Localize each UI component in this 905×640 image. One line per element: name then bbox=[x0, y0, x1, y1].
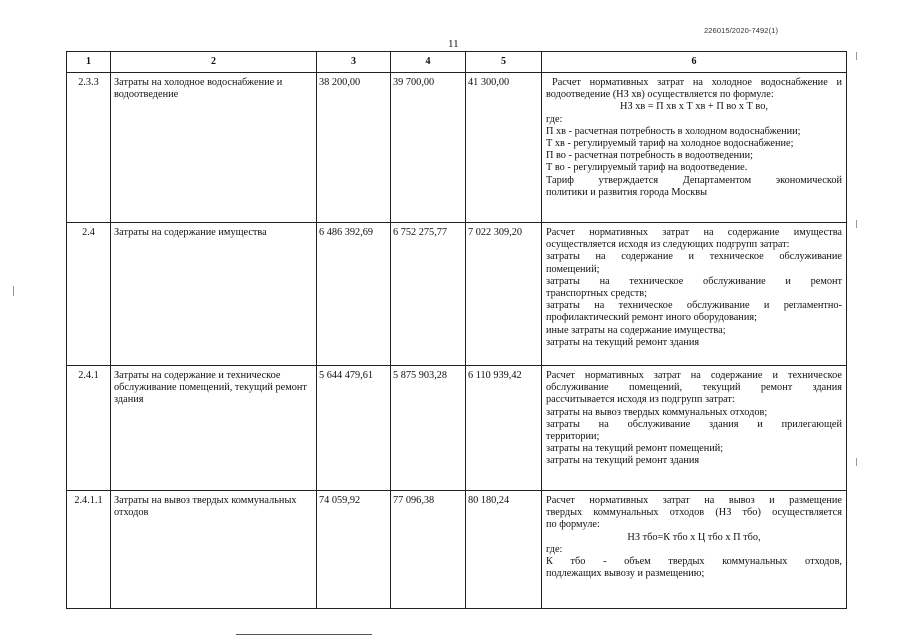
value-col5: 7 022 309,20 bbox=[466, 223, 542, 366]
value-col5: 80 180,24 bbox=[466, 491, 542, 609]
table-body bbox=[67, 73, 847, 609]
table-row bbox=[67, 491, 847, 609]
row-number: 2.4 bbox=[67, 223, 111, 366]
value-col4: 6 752 275,77 bbox=[391, 223, 466, 366]
expenses-table bbox=[66, 51, 847, 609]
description-line: НЗ хв = П хв х Т хв + П во х Т во, bbox=[620, 101, 768, 113]
description-line: затраты на техническое обслуживание и ремонт bbox=[546, 275, 842, 287]
column-header: 2 bbox=[111, 52, 317, 73]
row-description bbox=[542, 223, 847, 366]
description-line: П хв - расчетная потребность в холодном водоснабжении; bbox=[546, 125, 801, 137]
row-description bbox=[542, 366, 847, 491]
description-line: Расчет нормативных затрат на холодное водоснабжение и bbox=[552, 77, 842, 88]
description-line: затраты на текущий ремонт помещений; bbox=[546, 443, 724, 455]
value-col5: 6 110 939,42 bbox=[466, 366, 542, 491]
description-line: затраты на обслуживание здания и прилегающей bbox=[546, 418, 842, 430]
value-col3: 74 059,92 bbox=[317, 491, 391, 609]
footer-rule bbox=[236, 634, 372, 635]
value-col4: 77 096,38 bbox=[391, 491, 466, 609]
description-line: Расчет нормативных затрат на вывоз и размещение bbox=[546, 495, 842, 506]
value-col4: 39 700,00 bbox=[391, 73, 466, 223]
row-name: Затраты на холодное водоснабжение и водоотведение bbox=[111, 73, 317, 223]
description-line: где: bbox=[546, 543, 563, 555]
scan-margin-mark bbox=[856, 220, 857, 228]
description-line: обслуживание помещений, текущий ремонт здания bbox=[546, 382, 842, 394]
row-number: 2.3.3 bbox=[67, 73, 111, 223]
table-row bbox=[67, 366, 847, 491]
description-line: Тариф утверждается Департаментом экономической bbox=[546, 174, 842, 186]
row-number: 2.4.1 bbox=[67, 366, 111, 491]
description-line: по формуле: bbox=[546, 519, 600, 531]
column-header: 5 bbox=[466, 52, 542, 73]
description-line: затраты на техническое обслуживание и регламентно- bbox=[546, 300, 842, 312]
description-line: иные затраты на содержание имущества; bbox=[546, 324, 726, 336]
description-line: затраты на текущий ремонт здания bbox=[546, 455, 700, 467]
row-description bbox=[542, 73, 847, 223]
description-line: Расчет нормативных затрат на содержание имущества bbox=[546, 227, 842, 238]
table-row bbox=[67, 73, 847, 223]
column-header: 6 bbox=[542, 52, 847, 73]
description-line: водоотведение (НЗ хв) осуществляется по формуле: bbox=[546, 89, 774, 101]
document-id: 226015/2020-7492(1) bbox=[704, 26, 779, 35]
value-col4: 5 875 903,28 bbox=[391, 366, 466, 491]
description-line: К тбо - объем твердых коммунальных отходов, bbox=[546, 556, 842, 568]
description-line: Расчет нормативных затрат на содержание и техническое bbox=[546, 370, 842, 381]
description-line: твердых коммунальных отходов (НЗ тбо) осуществляется bbox=[546, 507, 842, 519]
table-row bbox=[67, 223, 847, 366]
value-col3: 38 200,00 bbox=[317, 73, 391, 223]
description-line: рассчитывается исходя из подгрупп затрат: bbox=[546, 394, 735, 406]
table-header-row bbox=[67, 52, 847, 73]
value-col3: 6 486 392,69 bbox=[317, 223, 391, 366]
description-line: где: bbox=[546, 113, 563, 125]
description-line: подлежащих вывозу и размещению; bbox=[546, 568, 705, 580]
description-line: затраты на содержание и техническое обслуживание bbox=[546, 251, 842, 263]
column-header: 4 bbox=[391, 52, 466, 73]
column-header: 1 bbox=[67, 52, 111, 73]
row-name: Затраты на содержание и техническое обслуживание помещений, текущий ремонт здания bbox=[111, 366, 317, 491]
row-number: 2.4.1.1 bbox=[67, 491, 111, 609]
description-line: помещений; bbox=[546, 263, 600, 275]
description-line: профилактический ремонт иного оборудования; bbox=[546, 312, 757, 324]
value-col3: 5 644 479,61 bbox=[317, 366, 391, 491]
page-number: 11 bbox=[448, 38, 459, 50]
scan-margin-mark bbox=[13, 286, 14, 296]
description-line: осуществляется исходя из следующих подгрупп затрат: bbox=[546, 239, 790, 251]
description-line: транспортных средств; bbox=[546, 288, 647, 300]
row-name: Затраты на содержание имущества bbox=[111, 223, 317, 366]
row-name: Затраты на вывоз твердых коммунальных отходов bbox=[111, 491, 317, 609]
description-line: затраты на вывоз твердых коммунальных отходов; bbox=[546, 406, 768, 418]
description-line: Т во - регулируемый тариф на водоотведение. bbox=[546, 162, 748, 174]
description-line: территории; bbox=[546, 431, 600, 443]
description-line: Т хв - регулируемый тариф на холодное водоснабжение; bbox=[546, 138, 794, 150]
description-line: затраты на текущий ремонт здания bbox=[546, 336, 700, 348]
description-line: политики и развития города Москвы bbox=[546, 186, 707, 198]
description-line: П во - расчетная потребность в водоотведении; bbox=[546, 150, 754, 162]
column-header: 3 bbox=[317, 52, 391, 73]
value-col5: 41 300,00 bbox=[466, 73, 542, 223]
scan-margin-mark bbox=[856, 52, 857, 60]
row-description bbox=[542, 491, 847, 609]
scan-margin-mark bbox=[856, 458, 857, 466]
description-line: НЗ тбо=К тбо х Ц тбо х П тбо, bbox=[627, 531, 761, 543]
